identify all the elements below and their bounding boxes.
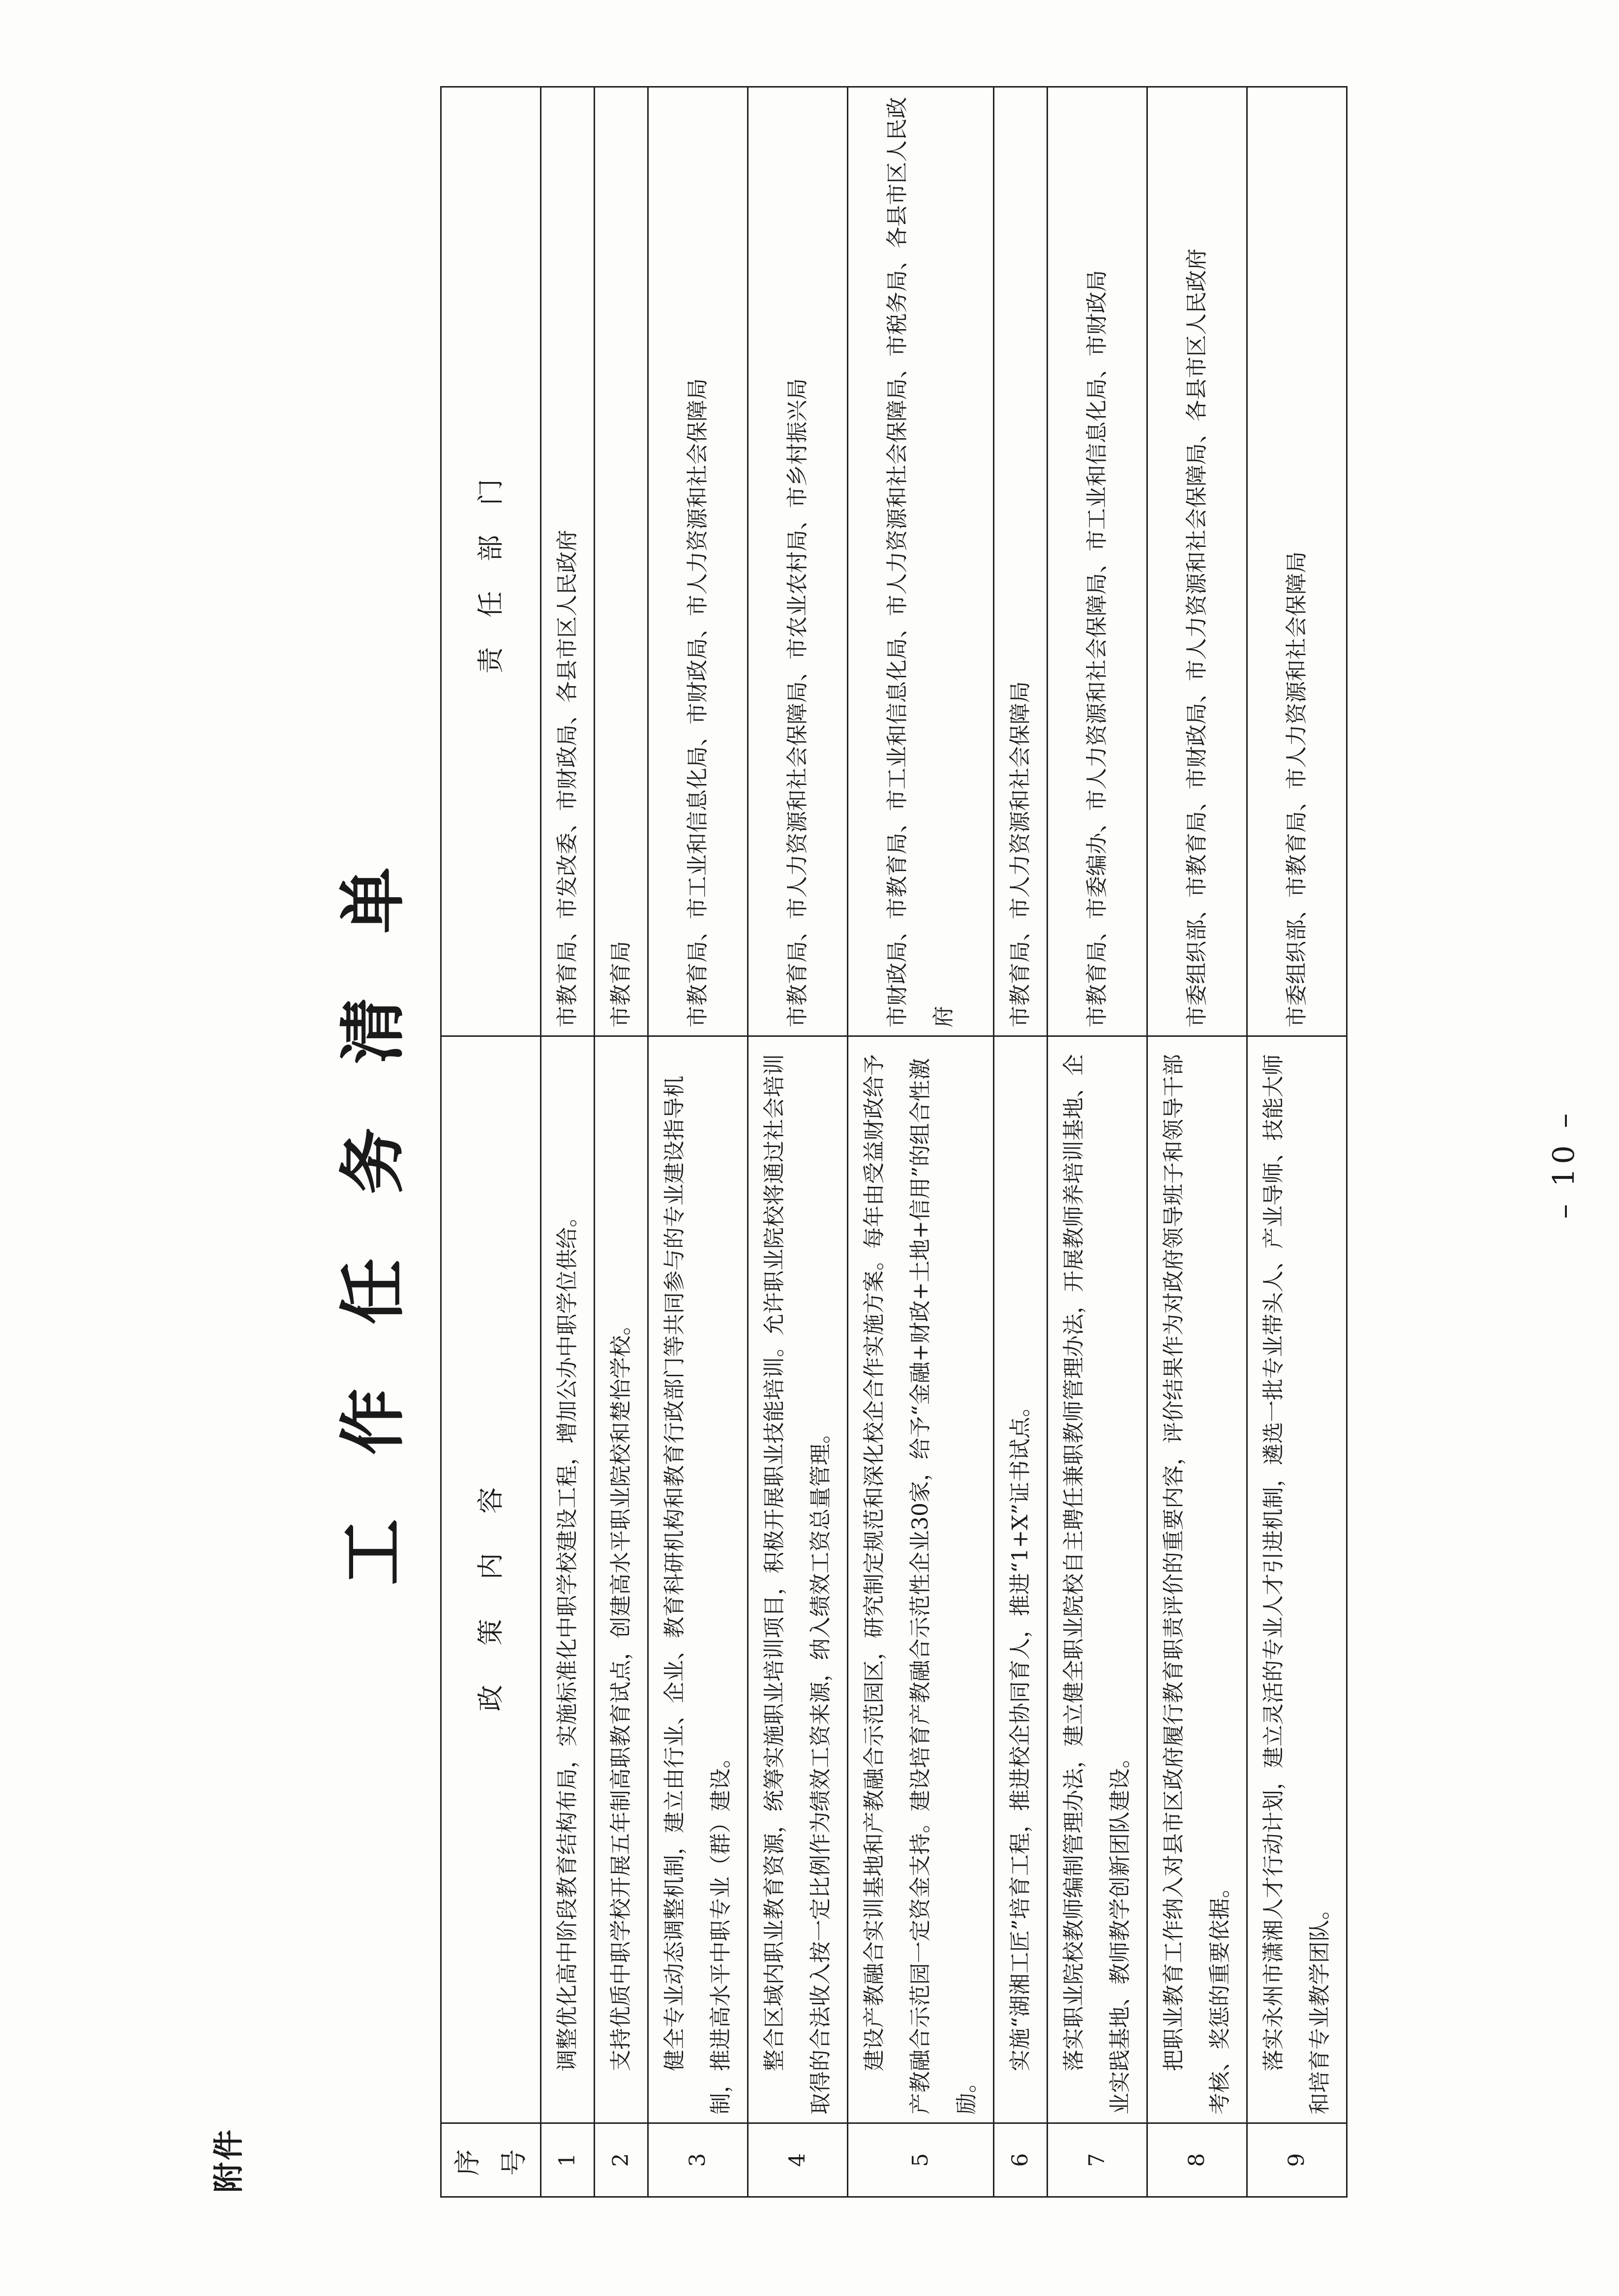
row-dept: 市财政局、市教育局、市工业和信息化局、市人力资源和社会保障局、市税务局、各县市区人民政府: [848, 87, 994, 1036]
row-policy: 整合区域内职业教育资源，统筹实施职业培训项目，积极开展职业技能培训。允许职业院校将通过社会培训取得的合法收入按一定比例作为绩效工资来源，纳入绩效工资总量管理。: [748, 1036, 848, 2123]
row-policy: 调整优化高中阶段教育结构布局，实施标准化中职学校建设工程，增加公办中职学位供给。: [541, 1036, 595, 2123]
row-dept: 市委组织部、市教育局、市人力资源和社会保障局: [1247, 87, 1347, 1036]
table-row: [748, 87, 848, 2197]
row-dept: 市教育局、市委编办、市人力资源和社会保障局、市工业和信息化局、市财政局: [1048, 87, 1147, 1036]
row-dept: 市教育局、市发改委、市财政局、各县市区人民政府: [541, 87, 595, 1036]
task-table: [440, 86, 1348, 2198]
header-no: 序号: [441, 2123, 541, 2197]
row-policy: 实施“湖湘工匠”培育工程，推进校企协同育人，推进“1+X”证书试点。: [994, 1036, 1048, 2123]
page-number: – 10 –: [1547, 1109, 1581, 1219]
table-row: [1147, 87, 1247, 2197]
page-title: 工作任务清单: [334, 803, 412, 1585]
row-no: 5: [848, 2123, 994, 2197]
row-no: 6: [994, 2123, 1048, 2197]
row-policy: 把职业教育工作纳入对县市区政府履行教育职责评价的重要内容，评价结果作为对政府领导班子和领导干部考核、奖惩的重要依据。: [1147, 1036, 1247, 2123]
header-dept: 责任部门: [441, 87, 541, 1036]
row-no: 8: [1147, 2123, 1247, 2197]
row-dept: 市教育局: [595, 87, 648, 1036]
table-row: [994, 87, 1048, 2197]
row-no: 9: [1247, 2123, 1347, 2197]
row-dept: 市委组织部、市教育局、市财政局、市人力资源和社会保障局、各县市区人民政府: [1147, 87, 1247, 1036]
row-no: 4: [748, 2123, 848, 2197]
row-no: 3: [648, 2123, 748, 2197]
table-header-row: [441, 87, 541, 2197]
row-policy: 落实职业院校教师编制管理办法，建立健全职业院校自主聘任兼职教师管理办法，开展教师养培训基地、企业实践基地、教师教学创新团队建设。: [1048, 1036, 1147, 2123]
table-row: [595, 87, 648, 2197]
row-policy: 支持优质中职学校开展五年制高职教育试点，创建高水平职业院校和楚怡学校。: [595, 1036, 648, 2123]
header-policy: 政策内容: [441, 1036, 541, 2123]
row-policy: 健全专业动态调整机制，建立由行业、企业、教育科研机构和教育行政部门等共同参与的专业建设指导机制，推进高水平中职专业（群）建设。: [648, 1036, 748, 2123]
row-no: 2: [595, 2123, 648, 2197]
row-dept: 市教育局、市人力资源和社会保障局、市农业农村局、市乡村振兴局: [748, 87, 848, 1036]
table-row: [1247, 87, 1347, 2197]
row-no: 7: [1048, 2123, 1147, 2197]
row-policy: 建设产教融合实训基地和产教融合示范园区，研究制定规范和深化校企合作实施方案。每年由受益财政给予产教融合示范园一定资金支持。建设培育产教融合示范性企业30家，给予“金融+财政+土地+信用”的组合性激励。: [848, 1036, 994, 2123]
table-row: [848, 87, 994, 2197]
attachment-label: 附件: [210, 2127, 246, 2193]
table-row: [648, 87, 748, 2197]
row-policy: 落实永州市潇湘人才行动计划，建立灵活的专业人才引进机制，遴选一批专业带头人、产业导师、技能大师和培育专业教学团队。: [1247, 1036, 1347, 2123]
table-row: [541, 87, 595, 2197]
row-no: 1: [541, 2123, 595, 2197]
row-dept: 市教育局、市人力资源和社会保障局: [994, 87, 1048, 1036]
row-dept: 市教育局、市工业和信息化局、市财政局、市人力资源和社会保障局: [648, 87, 748, 1036]
table-row: [1048, 87, 1147, 2197]
